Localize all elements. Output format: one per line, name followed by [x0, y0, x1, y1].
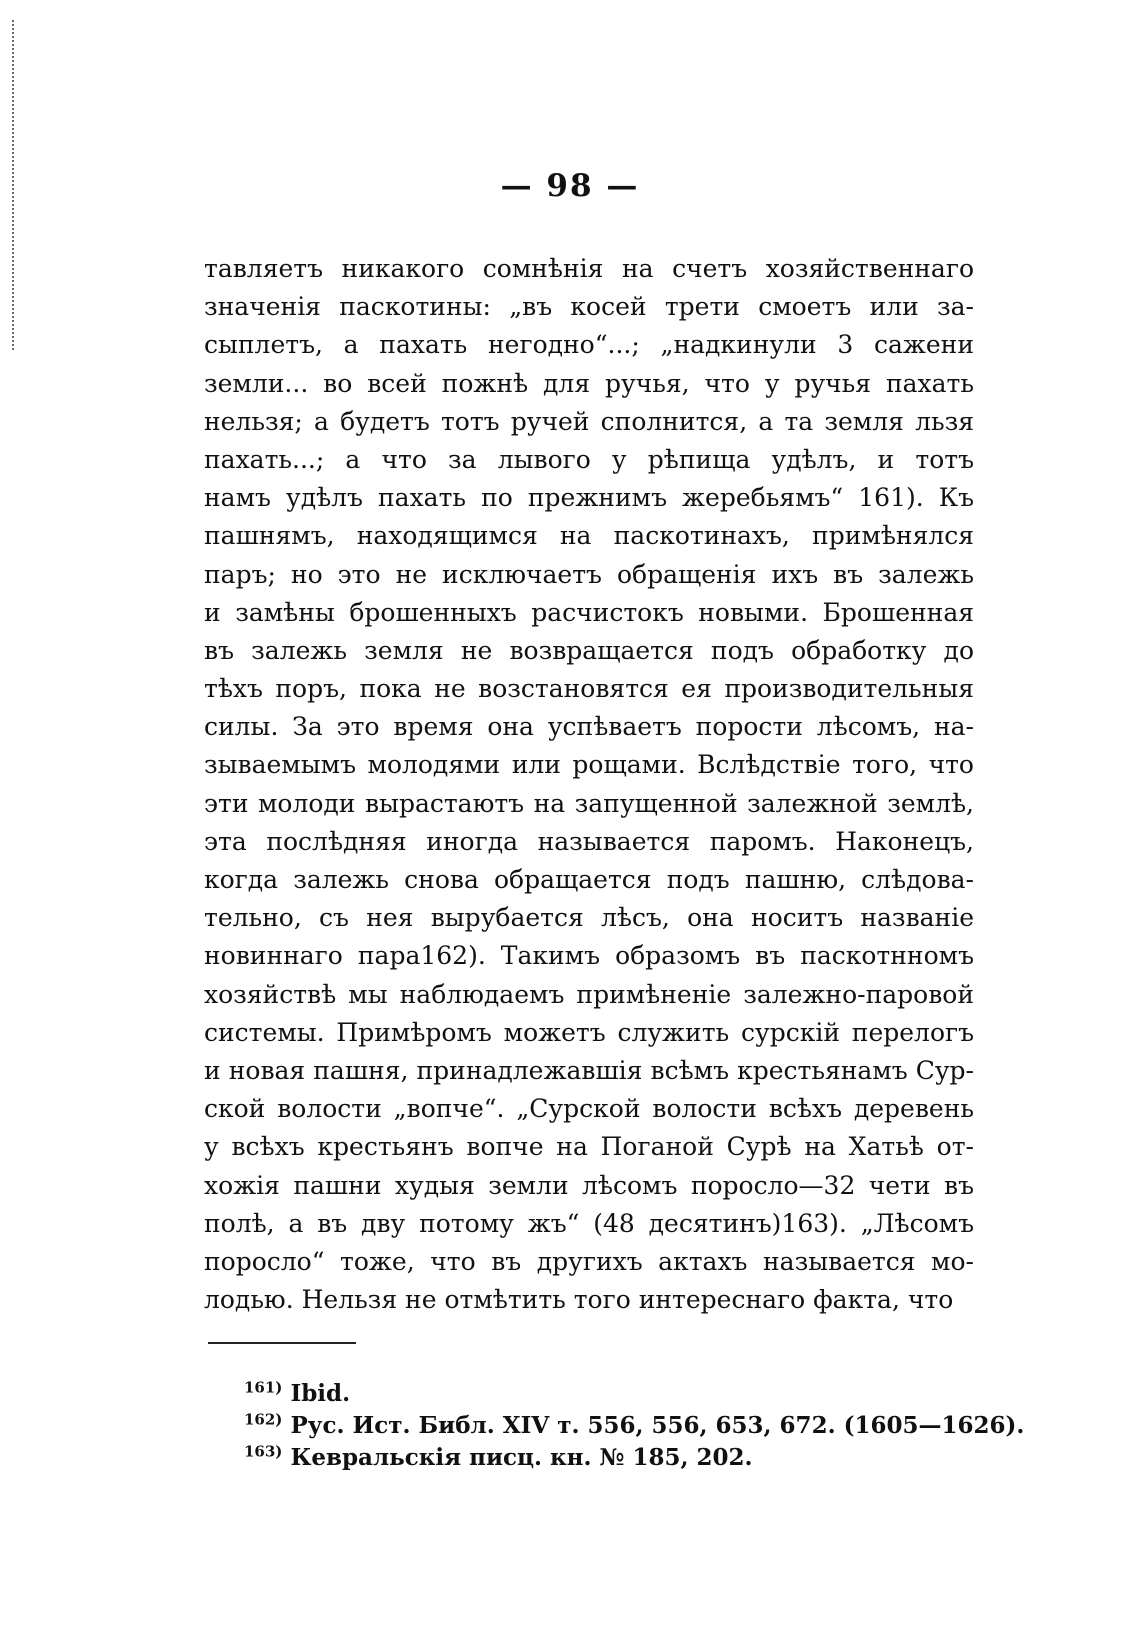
text-line: системы. Примѣромъ можетъ служить сурскій перелогъ	[204, 1017, 974, 1047]
text-line: и новая пашня, принадлежавшія всѣмъ крестьянамъ Сур-	[204, 1055, 974, 1085]
text-line: новиннаго пара162). Такимъ образомъ въ паскотнномъ	[204, 941, 974, 971]
text-line: тѣхъ поръ, пока не возстановятся ея производительныя	[204, 674, 974, 704]
footnote-text: Ibid.	[290, 1380, 351, 1407]
text-line: хожія пашни худыя земли лѣсомъ поросло—32 чети въ	[204, 1170, 974, 1200]
text-line: и замѣны брошенныхъ расчистокъ новыми. Брошенная	[204, 597, 974, 627]
text-line: пахать...; а что за лывого у рѣпища удѣлъ, и тотъ	[204, 444, 974, 474]
text-line: у всѣхъ крестьянъ вопче на Поганой Сурѣ на Хатьѣ от-	[204, 1132, 974, 1162]
text-line: эти молоди вырастаютъ на запущенной залежной землѣ,	[204, 788, 974, 818]
footnote-162	[244, 1410, 1024, 1442]
text-line: тавляетъ никакого сомнѣнія на счетъ хозяйственнаго	[204, 254, 974, 283]
footnotes	[244, 1378, 1024, 1474]
text-line: лодью. Нельзя не отмѣтить того интереснаго факта, что	[204, 1285, 954, 1315]
footnote-marker: 162)	[244, 1410, 283, 1429]
text-line: тельно, съ нея вырубается лѣсъ, она носитъ названіе	[204, 903, 974, 933]
page-number: — 98 —	[500, 168, 640, 204]
text-line: полѣ, а въ дву потому жъ“ (48 десятинъ)163). „Лѣсомъ	[204, 1208, 974, 1238]
text-line: паръ; но это не исключаетъ обращенія ихъ въ залежь	[204, 559, 974, 589]
text-line: пашнямъ, находящимся на паскотинахъ, примѣнялся	[204, 521, 974, 551]
text-line: хозяйствѣ мы наблюдаемъ примѣненіе залежно-паровой	[204, 979, 974, 1009]
text-line: значенія паскотины: „въ косей трети смоетъ или за-	[204, 292, 974, 322]
body-text	[204, 250, 974, 1319]
text-line: нельзя; а будетъ тотъ ручей сполнится, а та земля льзя	[204, 406, 974, 436]
text-line: зываемымъ молодями или рощами. Вслѣдствіе того, что	[204, 750, 974, 780]
footnote-161	[244, 1378, 1024, 1410]
text-line: когда залежь снова обращается подъ пашню, слѣдова-	[204, 865, 974, 894]
text-line: сыплетъ, а пахать негодно“...; „надкинули 3 сажени	[204, 330, 974, 360]
footnote-163	[244, 1442, 1024, 1474]
text-line: силы. За это время она успѣваетъ порости лѣсомъ, на-	[204, 712, 974, 742]
footnote-marker: 161)	[244, 1378, 283, 1397]
text-line: эта послѣдняя иногда называется паромъ. Наконецъ,	[204, 826, 974, 856]
text-line: намъ удѣлъ пахать по прежнимъ жеребьямъ“ 161). Къ	[204, 483, 974, 513]
footnote-text: Кевральскія писц. кн. № 185, 202.	[290, 1444, 753, 1471]
footnote-text: Рус. Ист. Библ. XIV т. 556, 556, 653, 672. (1605—1626).	[290, 1412, 1025, 1439]
text-line: поросло“ тоже, что въ другихъ актахъ называется мо-	[204, 1246, 974, 1276]
text-line: земли... во всей пожнѣ для ручья, что у ручья пахать	[204, 368, 974, 398]
text-line: ской волости „вопче“. „Сурской волости всѣхъ деревень	[204, 1094, 974, 1124]
footnote-marker: 163)	[244, 1442, 283, 1461]
text-line: въ залежь земля не возвращается подъ обработку до	[204, 635, 974, 665]
footnote-divider	[208, 1342, 356, 1344]
